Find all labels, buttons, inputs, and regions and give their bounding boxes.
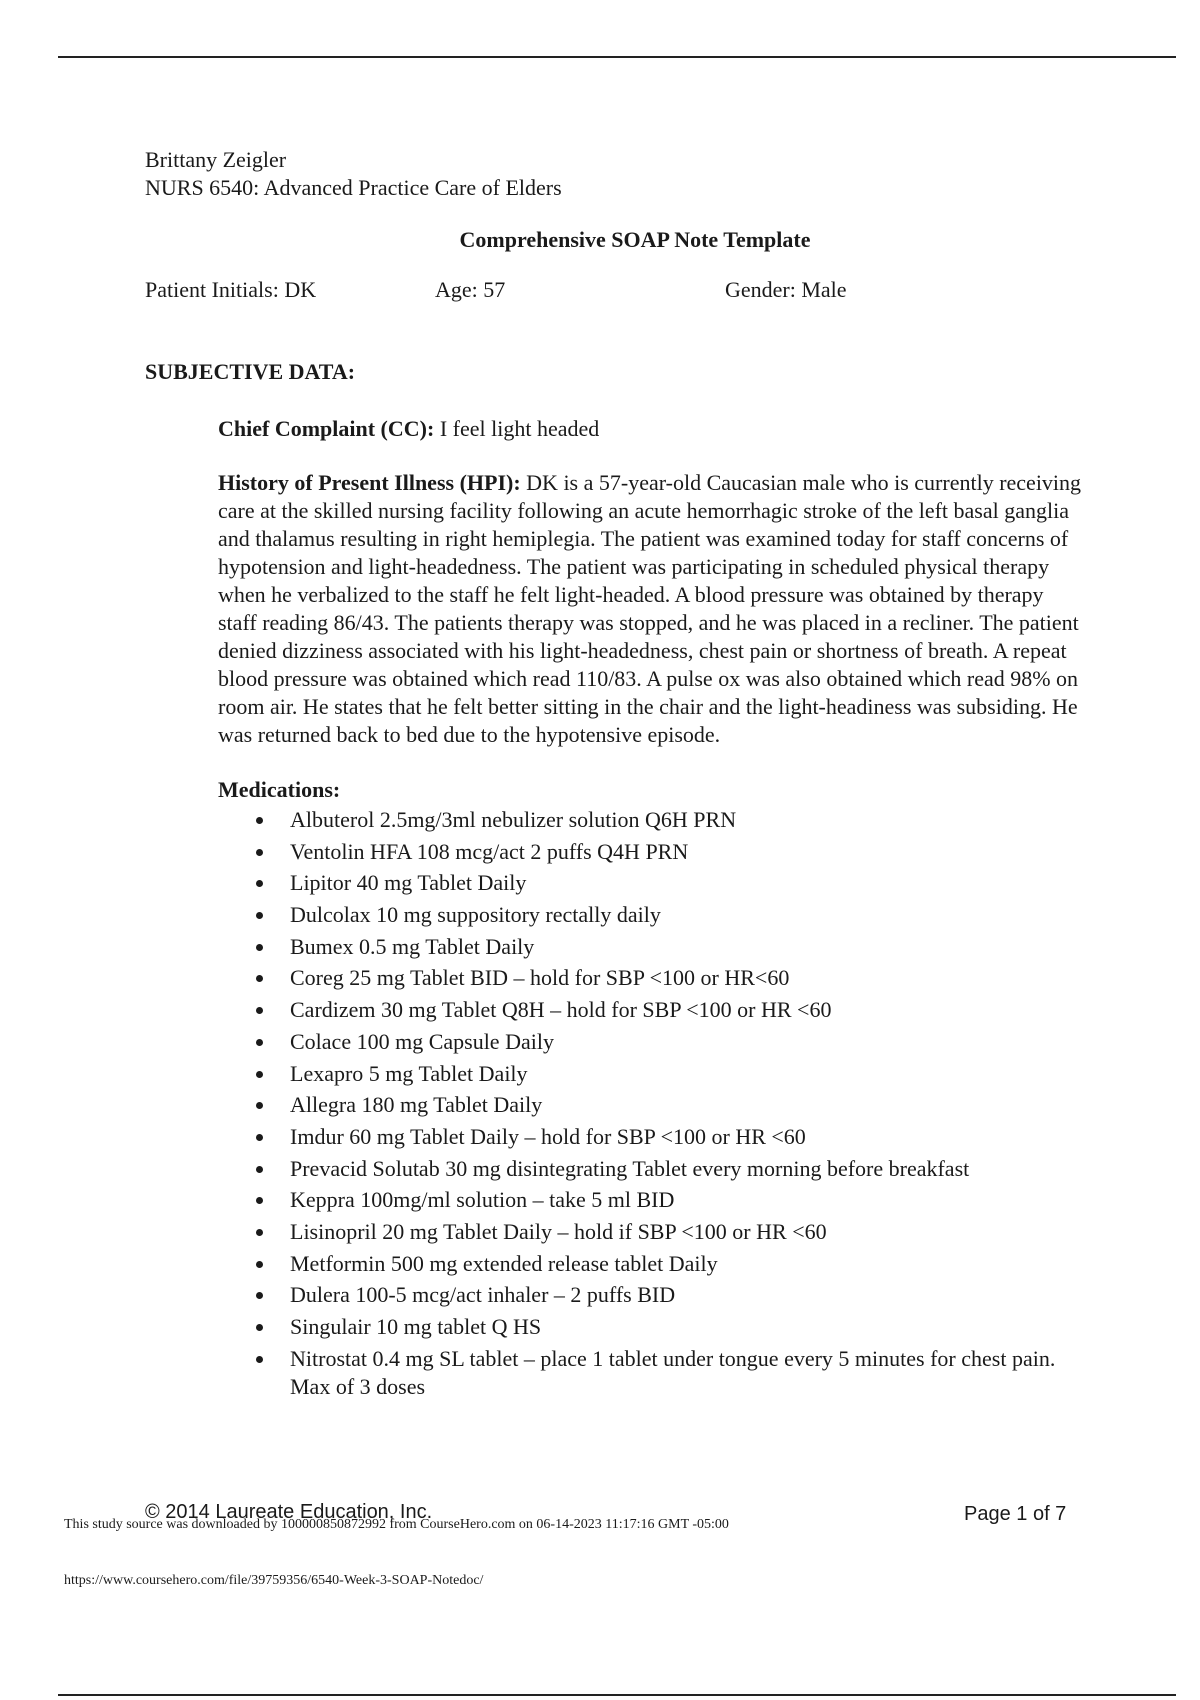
- history-present-illness: [218, 469, 1083, 749]
- course-name: NURS 6540: Advanced Practice Care of Elders: [145, 175, 562, 200]
- bullet-icon: [256, 849, 263, 856]
- bullet-icon: [256, 1071, 263, 1078]
- medication-item: [218, 964, 1083, 992]
- bottom-rule: [58, 1694, 1176, 1696]
- medication-item: [218, 1218, 1083, 1246]
- medication-text: Prevacid Solutab 30 mg disintegrating Tablet every morning before breakfast: [290, 1155, 970, 1181]
- hpi-text: DK is a 57-year-old Caucasian male who is currently receiving care at the skilled nursing facility following an acute hemorrhagic stroke of the left basal ganglia and thalamus resulting in right hemiplegia. The patient was examined today for staff concerns of hypotension and light-headedness. The patient was participating in scheduled physical therapy when he verbalized to the staff he felt light-headed. A blood pressure was obtained by therapy staff reading 86/43. The patients therapy was stopped, and he was placed in a recliner. The patient denied dizziness associated with his light-headedness, chest pain or shortness of breath. A repeat blood pressure was obtained which read 110/83. A pulse ox was also obtained which read 98% on room air. He states that he felt better sitting in the chair and the light-headiness was subsiding. He was returned back to bed due to the hypotensive episode.: [218, 470, 1082, 747]
- top-rule: [58, 56, 1176, 58]
- medication-item: [218, 838, 1083, 866]
- bullet-icon: [256, 1134, 263, 1141]
- cc-text: I feel light headed: [434, 416, 600, 441]
- medication-text: Nitrostat 0.4 mg SL tablet – place 1 tablet under tongue every 5 minutes for chest pain. Max of 3 doses: [290, 1345, 1056, 1399]
- medication-text: Ventolin HFA 108 mcg/act 2 puffs Q4H PRN: [290, 838, 689, 864]
- patient-age: Age: 57: [435, 277, 506, 302]
- bullet-icon: [256, 880, 263, 887]
- bullet-icon: [256, 1166, 263, 1173]
- bullet-icon: [256, 1324, 263, 1331]
- author-name: Brittany Zeigler: [145, 147, 287, 172]
- medication-item: [218, 1123, 1083, 1151]
- cc-label: Chief Complaint (CC):: [218, 416, 435, 441]
- subjective-heading: SUBJECTIVE DATA:: [145, 359, 356, 384]
- medication-text: Cardizem 30 mg Tablet Q8H – hold for SBP <100 or HR <60: [290, 997, 832, 1023]
- medication-text: Dulera 100-5 mcg/act inhaler – 2 puffs BID: [290, 1282, 676, 1308]
- bullet-icon: [256, 944, 263, 951]
- medication-text: Metformin 500 mg extended release tablet Daily: [290, 1250, 718, 1276]
- medications-section: [218, 806, 1083, 1401]
- footer-source-note: This study source was downloaded by 100000850872992 from CourseHero.com on 06-14-2023 11:17:16 GMT -05:00: [64, 1517, 729, 1532]
- medication-text: Colace 100 mg Capsule Daily: [290, 1028, 554, 1054]
- document-page: [145, 146, 1085, 1404]
- medication-item: [218, 1281, 1083, 1309]
- medication-item: [218, 1060, 1083, 1088]
- bullet-icon: [256, 1197, 263, 1204]
- medication-item: [218, 1313, 1083, 1341]
- bullet-icon: [256, 1261, 263, 1268]
- patient-gender: Gender: Male: [725, 277, 847, 302]
- bullet-icon: [256, 1356, 263, 1363]
- medication-text: Lexapro 5 mg Tablet Daily: [290, 1060, 528, 1086]
- medication-item: [218, 901, 1083, 929]
- medication-item: [218, 996, 1083, 1024]
- bullet-icon: [256, 1039, 263, 1046]
- medication-item: [218, 1091, 1083, 1119]
- medication-text: Allegra 180 mg Tablet Daily: [290, 1092, 543, 1118]
- patient-info-row: [145, 276, 1085, 304]
- document-title: Comprehensive SOAP Note Template: [459, 227, 811, 252]
- medication-text: Albuterol 2.5mg/3ml nebulizer solution Q6H PRN: [290, 807, 737, 832]
- medication-item: [218, 806, 1083, 834]
- footer-copyright: © 2014 Laureate Education, Inc.: [145, 1501, 433, 1523]
- medication-text: Singulair 10 mg tablet Q HS: [290, 1314, 542, 1339]
- bullet-icon: [256, 912, 263, 919]
- medication-item: [218, 869, 1083, 897]
- bullet-icon: [256, 1007, 263, 1014]
- bullet-icon: [256, 1229, 263, 1236]
- medication-text: Lipitor 40 mg Tablet Daily: [290, 870, 527, 896]
- medications-list: [218, 806, 1083, 1401]
- footer-page-number: Page 1 of 7: [964, 1503, 1067, 1525]
- medication-text: Dulcolax 10 mg suppository rectally daily: [290, 902, 661, 928]
- medication-text: Imdur 60 mg Tablet Daily – hold for SBP <100 or HR <60: [290, 1123, 806, 1149]
- bullet-icon: [256, 817, 263, 824]
- medication-text: Bumex 0.5 mg Tablet Daily: [290, 933, 535, 959]
- medications-heading: Medications:: [218, 777, 341, 802]
- bullet-icon: [256, 975, 263, 982]
- medication-item: [218, 1155, 1083, 1183]
- patient-initials: Patient Initials: DK: [145, 277, 317, 302]
- medication-text: Coreg 25 mg Tablet BID – hold for SBP <100 or HR<60: [290, 965, 790, 991]
- hpi-label: History of Present Illness (HPI):: [218, 470, 521, 495]
- medication-item: [218, 1186, 1083, 1214]
- footer-url: https://www.coursehero.com/file/39759356/6540-Week-3-SOAP-Notedoc/: [64, 1573, 484, 1588]
- chief-complaint: [218, 415, 1083, 443]
- medication-item: [218, 1028, 1083, 1056]
- medication-item: [218, 1345, 1083, 1401]
- bullet-icon: [256, 1102, 263, 1109]
- bullet-icon: [256, 1292, 263, 1299]
- medication-item: [218, 933, 1083, 961]
- medication-text: Keppra 100mg/ml solution – take 5 ml BID: [290, 1187, 675, 1213]
- medication-item: [218, 1250, 1083, 1278]
- medication-text: Lisinopril 20 mg Tablet Daily – hold if SBP <100 or HR <60: [290, 1218, 827, 1244]
